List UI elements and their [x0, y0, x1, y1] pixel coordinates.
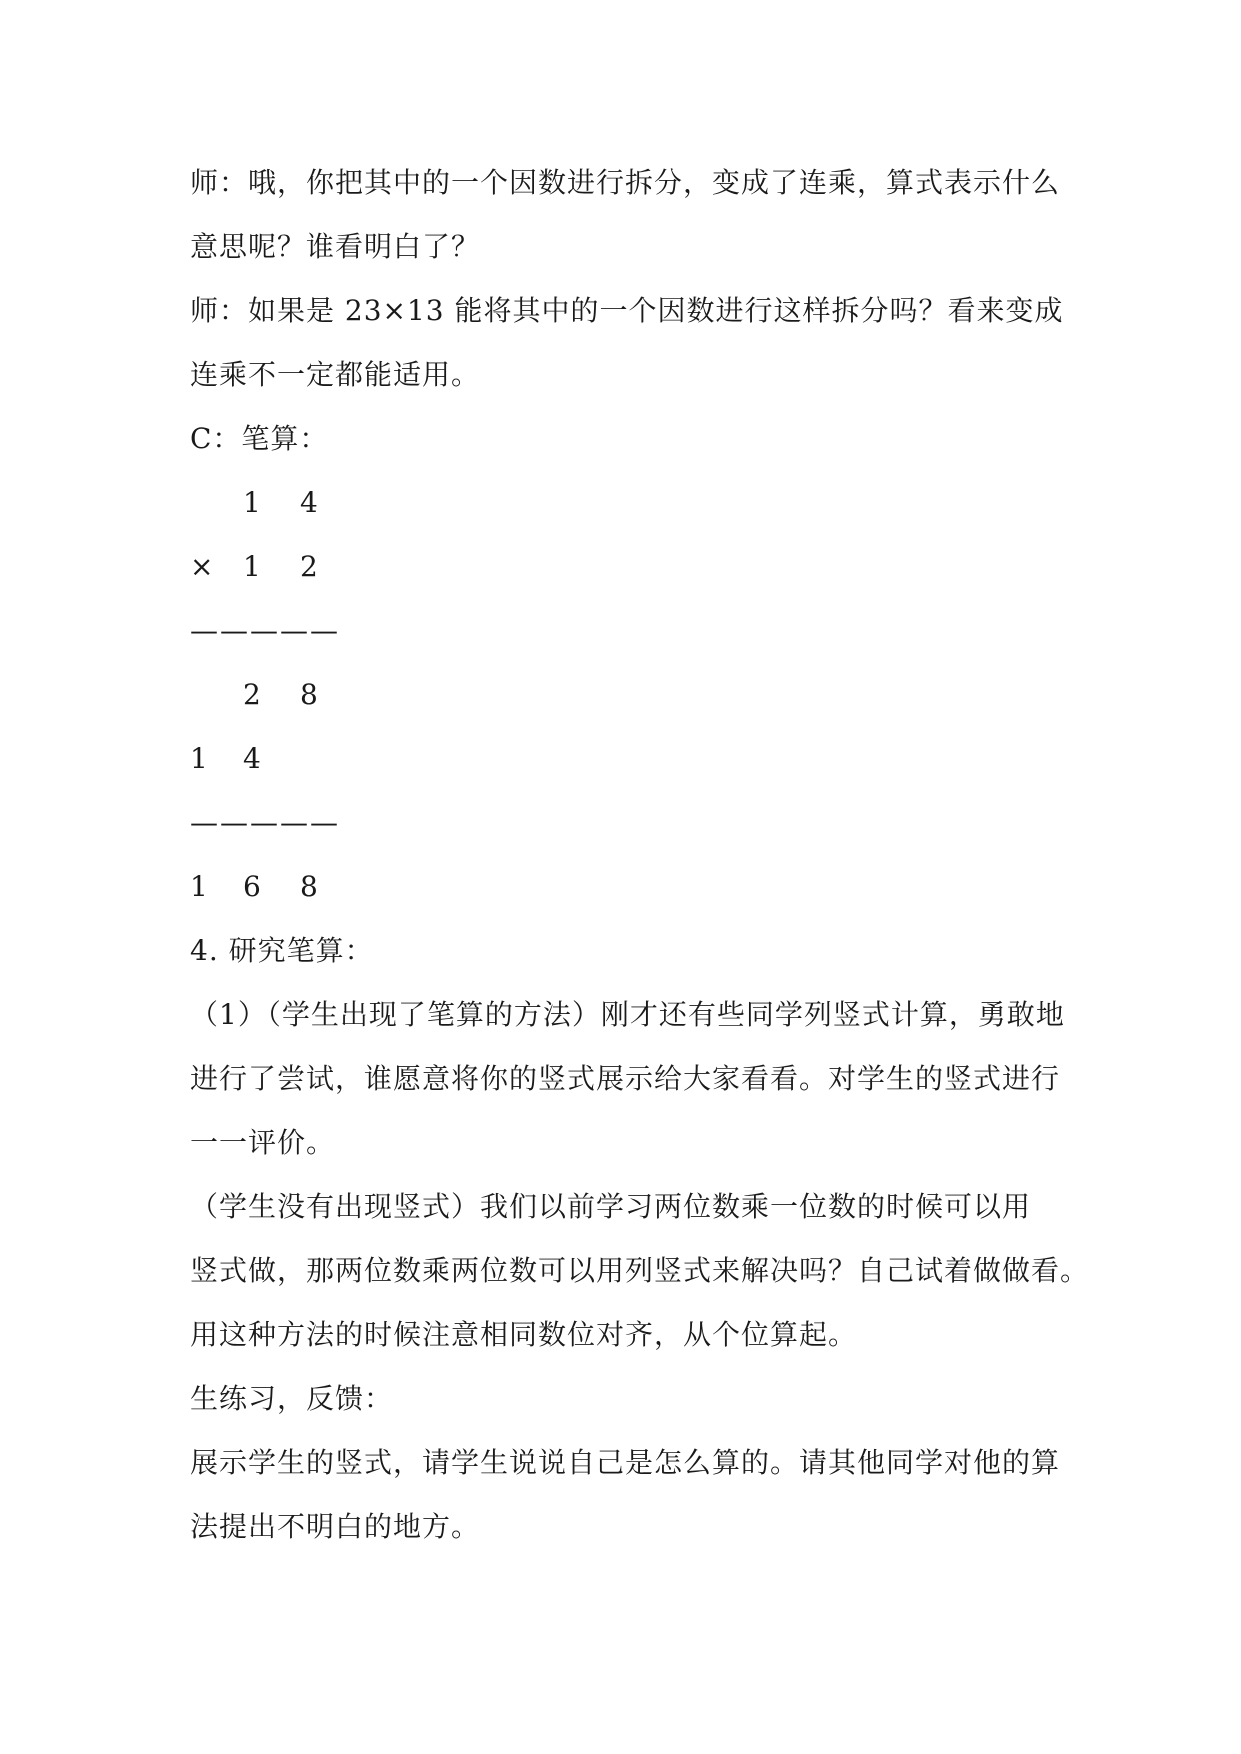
result-ones: 8 [300, 870, 318, 903]
paragraph-line: 用这种方法的时候注意相同数位对齐，从个位算起。 [190, 1318, 858, 1351]
multiplicand-tens: 1 [243, 486, 261, 519]
paragraph-line: （学生没有出现竖式）我们以前学习两位数乘一位数的时候可以用 [190, 1190, 1032, 1223]
calc-rule: ————— [190, 806, 340, 839]
paragraph-line: （1）（学生出现了笔算的方法）刚才还有些同学列竖式计算，勇敢地 [190, 998, 1065, 1031]
paragraph-line: 连乘不一定都能适用。 [190, 358, 481, 391]
paragraph-line: 生练习，反馈： [190, 1382, 394, 1415]
partial-product-1-ones: 8 [300, 678, 318, 711]
section-heading: 4. 研究笔算： [190, 934, 374, 967]
paragraph-line: 展示学生的竖式，请学生说说自己是怎么算的。请其他同学对他的算 [190, 1446, 1061, 1479]
result-tens: 6 [243, 870, 261, 903]
paragraph-line: 一一评价。 [190, 1126, 336, 1159]
multiplier-ones: 2 [300, 550, 318, 583]
partial-product-1-tens: 2 [243, 678, 261, 711]
written-calc-heading: C：笔算： [190, 422, 329, 455]
paragraph-line: 意思呢？谁看明白了？ [190, 230, 481, 263]
partial-product-2-hundreds: 1 [190, 742, 208, 775]
paragraph-line: 进行了尝试，谁愿意将你的竖式展示给大家看看。对学生的竖式进行 [190, 1062, 1061, 1095]
result-hundreds: 1 [190, 870, 208, 903]
paragraph-line: 师：哦，你把其中的一个因数进行拆分，变成了连乘，算式表示什么 [190, 166, 1061, 199]
multiplier-tens: 1 [243, 550, 261, 583]
times-sign: × [190, 550, 214, 583]
paragraph-line: 法提出不明白的地方。 [190, 1510, 481, 1543]
paragraph-line: 师：如果是 23×13 能将其中的一个因数进行这样拆分吗？看来变成 [190, 294, 1064, 327]
partial-product-2-tens: 4 [243, 742, 261, 775]
calc-rule: ————— [190, 614, 340, 647]
paragraph-line: 竖式做，那两位数乘两位数可以用列竖式来解决吗？自己试着做做看。 [190, 1254, 1090, 1287]
multiplicand-ones: 4 [300, 486, 318, 519]
